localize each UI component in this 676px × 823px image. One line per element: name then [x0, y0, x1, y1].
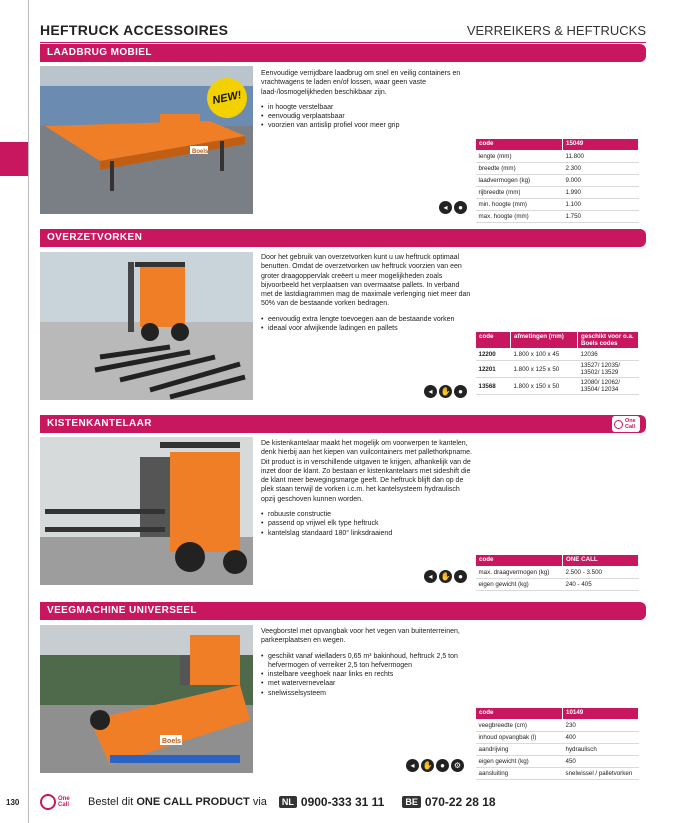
table-row: rijbreedte (mm) 1.990 — [476, 187, 639, 199]
section-title-kistenkantelaar: KISTENKANTELAAR — [40, 415, 646, 433]
overzetvorken-icons — [424, 385, 467, 398]
one-call-badge: One Call — [612, 416, 640, 432]
table-row: inhoud opvangbak (l) 400 — [476, 732, 639, 744]
table-row: breedte (mm) 2.300 — [476, 163, 639, 175]
table-row: veegbreedte (cm) 230 — [476, 720, 639, 732]
list-item: • met watervernevelaar — [261, 679, 473, 688]
laadbrug-photo — [40, 66, 253, 214]
new-badge: NEW! — [203, 74, 250, 121]
hand-icon: ✋ — [440, 572, 451, 581]
be-flag: BE — [402, 796, 421, 808]
kistenkantelaar-icons — [424, 570, 467, 583]
weight-icon: ● — [454, 201, 467, 214]
overzetvorken-description: Door het gebruik van overzetvorken kunt u uw heftruck optimaal benutten. Omdat de overzetvorken uw heftruck voorzien van een groter draagoppervlak creëert u meer mogelijkheden zoals bijvoorbeeld het verplaatsen van overmaatse pallets. In verband met de lastdiagrammen mag de maximale verlenging niet meer dan 50% van de bestaande vorken bedragen. • eenvoudig extra lengte toevoegen aan de bestaande vorken • ideaal voor afwijkende ladingen en pallets — [261, 253, 473, 333]
kistenkantelaar-photo — [40, 437, 253, 585]
weight-icon: ● — [454, 385, 467, 398]
table-row: 12200 1.800 x 100 x 45 12036 — [476, 349, 639, 361]
truck-icon: ◂ — [406, 759, 419, 772]
list-item: • eenvoudig verplaatsbaar — [261, 112, 473, 121]
laadbrug-spec-table: code 15049 lengte (mm) 11.800 breedte (mm) 2.300 laadvermogen (kg) 9.000 rijbreedte (mm) 1.990 min. hoogte (mm) 1.100 max. hoogte (mm) 1.750 — [475, 138, 639, 223]
page-number: 130 — [6, 798, 20, 807]
order-suffix: via — [252, 796, 267, 808]
nl-flag: NL — [279, 796, 297, 808]
laadbrug-description: Eenvoudige verrijdbare laadbrug om snel en veilig containers en vrachtwagens te laden en/of lossen, waar geen vaste laad-/losmogelijkheden beschikbaar zijn. • in hoogte verstelbaar • eenvoudig verplaatsbaar • voorzien van antislip profiel voor meer grip — [261, 69, 473, 131]
kistenkantelaar-spec-table: code ONE CALL max. draagvermogen (kg) 2.500 - 3.500 eigen gewicht (kg) 240 - 405 — [475, 554, 639, 591]
table-row: aansluiting snelwissel / palletvorken — [476, 768, 639, 780]
header-divider — [40, 42, 646, 43]
laadbrug-icons — [439, 201, 467, 214]
section-title-veegmachine: VEEGMACHINE UNIVERSEEL — [40, 602, 646, 620]
svg-text:Boels: Boels — [162, 738, 182, 745]
section-title-laadbrug: LAADBRUG MOBIEL — [40, 44, 646, 62]
overzetvorken-spec-table: code afmetingen (mm) geschikt voor o.a. Boels codes 12200 1.800 x 100 x 45 12036 12201 1.800 x 125 x 50 13527/ 12035/ 13502/ 13529 13568 1.800 x 150 x 50 12080/ 12062/ 13504/ 12034 — [475, 331, 639, 395]
weight-icon: ● — [436, 759, 449, 772]
section-title-overzetvorken: OVERZETVORKEN — [40, 229, 646, 247]
svg-text:Boels: Boels — [192, 149, 209, 155]
table-row: eigen gewicht (kg) 450 — [476, 756, 639, 768]
category-title: VERREIKERS & HEFTRUCKS — [466, 23, 646, 38]
veegmachine-spec-table: code 10149 veegbreedte (cm) 230 inhoud opvangbak (l) 400 aandrijving hydraulisch eigen gewicht (kg) 450 aansluiting snelwissel / palletvorken — [475, 707, 639, 780]
order-prefix: Bestel dit — [88, 796, 134, 808]
hand-icon: ✋ — [422, 761, 433, 770]
gear-icon: ⚙ — [451, 759, 464, 772]
truck-icon: ◂ — [424, 570, 437, 583]
table-row: eigen gewicht (kg) 240 - 405 — [476, 579, 639, 591]
veegmachine-photo — [40, 625, 253, 773]
table-row: lengte (mm) 11.800 — [476, 151, 639, 163]
page-margin-line — [28, 0, 29, 823]
weight-icon: ● — [454, 570, 467, 583]
table-row: max. draagvermogen (kg) 2.500 - 3.500 — [476, 567, 639, 579]
phone-icon — [40, 794, 56, 810]
list-item: • ideaal voor afwijkende ladingen en pallets — [261, 324, 473, 333]
chapter-tab — [0, 142, 28, 176]
list-item: • robuuste constructie — [261, 510, 473, 519]
order-footer — [40, 789, 640, 815]
table-row: aandrijving hydraulisch — [476, 744, 639, 756]
table-row: 12201 1.800 x 125 x 50 13527/ 12035/ 13502/ 13529 — [476, 361, 639, 378]
veegmachine-description: Veegborstel met opvangbak voor het vegen van buitenterreinen, parkeerplaatsen en wegen. • geschikt vanaf wielladers 0,65 m³ bakinhoud, heftruck 2,5 ton hefvermogen of verreiker 2,5 ton hefvermogen • instelbare veeghoek naar links en rechts • met watervernevelaar • snelwisselsysteem — [261, 627, 473, 698]
order-product: ONE CALL PRODUCT — [136, 796, 250, 808]
list-item: • voorzien van antislip profiel voor meer grip — [261, 121, 473, 130]
list-item: • eenvoudig extra lengte toevoegen aan de bestaande vorken — [261, 315, 473, 324]
list-item: • kantelslag standaard 180° linksdraaiend — [261, 529, 473, 538]
truck-icon: ◂ — [439, 201, 452, 214]
table-row: min. hoogte (mm) 1.100 — [476, 199, 639, 211]
kistenkantelaar-description: De kistenkantelaar maakt het mogelijk om voorwerpen te kantelen, denk hierbij aan het kiepen van vuilcontainers met pallethorkpname. Dit product is in verschillende uitgaven te krijgen, afhankelijk van de inzet door de klant. Zo bestaan er kistenkantelaars met sideshift die de klant meer bewegingsmarge geeft. De heftruck blijft dan op de plek staan terwijl de vorken i.c.m. het kantelsysteem hydraulisch opzij geschoven kunnen worden. • robuuste constructie • passend op vrijwel elk type heftruck • kantelslag standaard 180° linksdraaiend — [261, 439, 473, 538]
page-title: HEFTRUCK ACCESSOIRES — [40, 22, 229, 38]
hand-icon: ✋ — [440, 387, 451, 396]
nl-phone[interactable]: 0900-333 31 11 — [300, 795, 385, 809]
veegmachine-icons — [406, 759, 464, 772]
list-item: • in hoogte verstelbaar — [261, 103, 473, 112]
truck-icon: ◂ — [424, 385, 437, 398]
table-row: max. hoogte (mm) 1.750 — [476, 211, 639, 223]
table-row: laadvermogen (kg) 9.000 — [476, 175, 639, 187]
list-item: • instelbare veeghoek naar links en rechts — [261, 670, 473, 679]
phone-icon — [614, 420, 623, 429]
list-item: • passend op vrijwel elk type heftruck — [261, 519, 473, 528]
overzetvorken-photo — [40, 252, 253, 400]
list-item: • geschikt vanaf wielladers 0,65 m³ bakinhoud, heftruck 2,5 ton hefvermogen of verreiker 2,5 ton hefvermogen — [261, 652, 473, 671]
table-row: 13568 1.800 x 150 x 50 12080/ 12062/ 13504/ 12034 — [476, 378, 639, 395]
one-call-logo: One Call — [40, 792, 74, 812]
list-item: • snelwisselsysteem — [261, 689, 473, 698]
be-phone[interactable]: 070-22 28 18 — [424, 795, 496, 809]
